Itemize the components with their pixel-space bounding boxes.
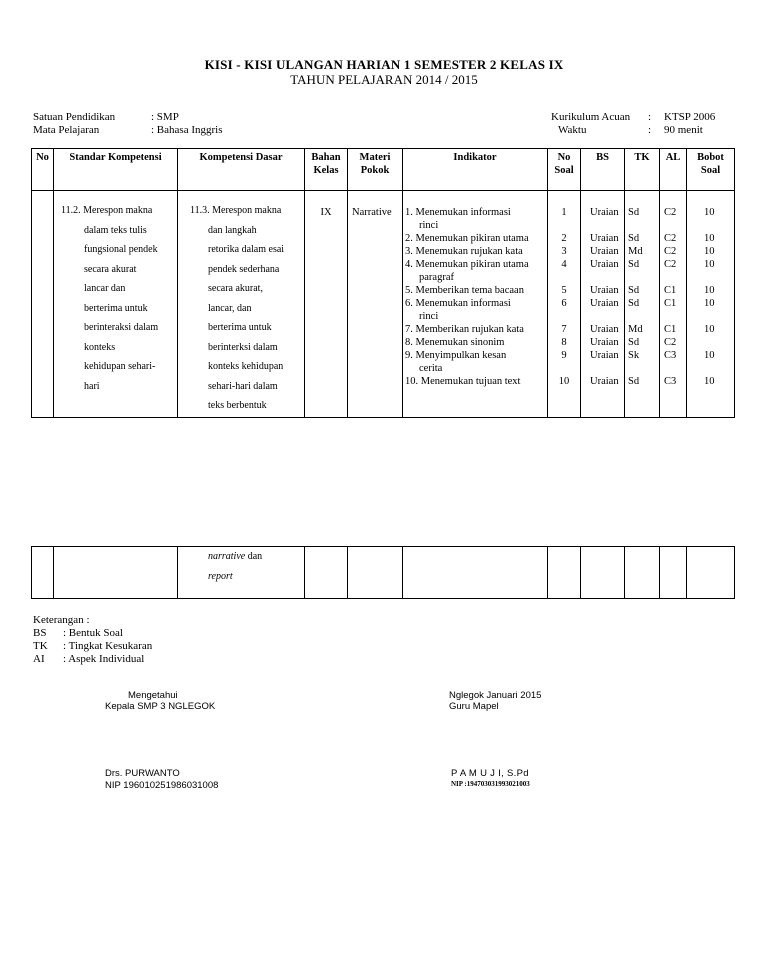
waktu-value: 90 menit [664, 124, 703, 136]
sig-left-name: Drs. PURWANTO [105, 768, 180, 779]
table-row [32, 191, 735, 418]
kd-line: secara akurat, [208, 283, 263, 294]
cell-materi-pokok [348, 191, 403, 418]
tk-value: Md [628, 324, 643, 335]
indikator-line: cerita [419, 363, 443, 374]
cell-no-soal [548, 191, 581, 418]
al-value: C2 [664, 337, 677, 348]
indikator-line: rinci [419, 220, 439, 231]
tk-value: Sk [628, 350, 640, 361]
cell-al [660, 191, 687, 418]
cell-empty [348, 547, 403, 599]
cell-empty [305, 547, 348, 599]
bobot-value: 10 [704, 350, 715, 361]
mapel-label: Mata Pelajaran [33, 124, 100, 136]
bs-value: Uraian [590, 350, 619, 361]
header-bahan-kelas: Bahan Kelas [305, 149, 348, 191]
header-standar-kompetensi: Standar Kompetensi [54, 149, 178, 191]
tk-value [628, 271, 659, 284]
indikator-line: 4. Menemukan pikiran utama [405, 259, 529, 270]
sk-line: berterima untuk [84, 302, 148, 314]
kd-line: dan langkah [208, 224, 257, 236]
cell-bahan-kelas [305, 191, 348, 418]
satuan-value: : SMP [151, 111, 179, 123]
note-ai-key: AI [33, 653, 45, 665]
cell-bobot [687, 191, 735, 418]
bahan-kelas-value: IX [320, 207, 332, 218]
bobot-value [704, 271, 734, 284]
note-bs-value: : Bentuk Soal [63, 627, 123, 639]
no-soal-value: 6 [561, 298, 567, 309]
no-soal-value: 10 [558, 376, 570, 387]
no-soal-value [548, 362, 580, 375]
sig-right-name: P A M U J I, S.Pd [451, 768, 529, 779]
kisi-table-continued [31, 546, 735, 599]
tk-value [628, 310, 659, 323]
indikator-line: 1. Menemukan informasi [405, 207, 511, 218]
cell-empty [54, 547, 178, 599]
bs-value: Uraian [590, 376, 619, 387]
bs-value [590, 310, 624, 323]
table-row [32, 547, 735, 599]
materi-pokok-value: Narrative [352, 207, 392, 218]
kd-cont-narrative: narrative [208, 551, 246, 562]
indikator-line: paragraf [419, 272, 454, 283]
no-soal-value [548, 271, 580, 284]
al-value [664, 362, 686, 375]
cell-empty [660, 547, 687, 599]
tk-value: Sd [628, 337, 640, 348]
satuan-label: Satuan Pendidikan [33, 111, 116, 123]
bs-value: Uraian [590, 233, 619, 244]
al-value [664, 271, 686, 284]
indikator-line: 9. Menyimpulkan kesan [405, 350, 507, 361]
notes-title: Keterangan : [33, 614, 90, 626]
sk-line: hari [84, 380, 100, 392]
no-soal-value: 7 [561, 324, 567, 335]
kd-line: pendek sederhana [208, 263, 280, 275]
bobot-value [704, 336, 734, 349]
sk-line: lancar dan [84, 283, 126, 294]
indikator-line: rinci [419, 311, 439, 322]
no-soal-value: 8 [561, 337, 567, 348]
kd-cont-dan: dan [245, 551, 263, 562]
tk-value: Sd [628, 376, 640, 387]
no-soal-value: 2 [561, 233, 567, 244]
cell-empty [625, 547, 660, 599]
tk-value: Sd [628, 298, 640, 309]
cell-empty [403, 547, 548, 599]
sig-left-mengetahui: Mengetahui [128, 690, 178, 701]
al-value: C2 [664, 246, 677, 257]
al-value: C2 [664, 259, 677, 270]
no-soal-value [548, 219, 580, 232]
al-value: C2 [664, 207, 677, 218]
no-soal-value: 5 [561, 285, 567, 296]
bobot-value: 10 [704, 285, 715, 296]
bobot-value [704, 219, 734, 232]
cell-empty [687, 547, 735, 599]
sk-line: konteks [84, 341, 116, 353]
bobot-value [704, 310, 734, 323]
header-kompetensi-dasar: Kompetensi Dasar [178, 149, 305, 191]
note-tk-value: : Tingkat Kesukaran [63, 640, 153, 652]
cell-empty [581, 547, 625, 599]
waktu-sep: : [648, 124, 652, 136]
sk-line: fungsional pendek [84, 244, 158, 255]
notes-block [33, 614, 152, 666]
bobot-value: 10 [704, 298, 715, 309]
tk-value: Sd [628, 207, 640, 218]
sk-line: berinteraksi dalam [84, 322, 159, 333]
al-value: C2 [664, 233, 677, 244]
bobot-value: 10 [704, 376, 715, 387]
al-value: C1 [664, 285, 677, 296]
kd-line: berterima untuk [208, 322, 272, 333]
cell-kompetensi-dasar-continued [178, 547, 305, 599]
tk-value: Sd [628, 285, 640, 296]
tk-value: Sd [628, 233, 640, 244]
header-al: AL [660, 149, 687, 191]
indikator-line: 2. Menemukan pikiran utama [405, 233, 529, 244]
kd-line: lancar, dan [208, 302, 252, 314]
sk-line: dalam teks tulis [84, 224, 147, 236]
sig-left-position: Kepala SMP 3 NGLEGOK [105, 701, 216, 712]
note-ai-value: : Aspek Individual [63, 653, 145, 665]
tk-value [628, 362, 659, 375]
al-value: C3 [664, 350, 677, 361]
kd-line: teks berbentuk [208, 400, 267, 411]
al-value [664, 310, 686, 323]
bobot-value: 10 [704, 259, 715, 270]
no-soal-value [548, 310, 580, 323]
sig-right-nip: NIP :194703031993021003 [451, 780, 530, 788]
bs-value: Uraian [590, 246, 619, 257]
cell-kompetensi-dasar [178, 191, 305, 418]
cell-empty [548, 547, 581, 599]
al-value: C3 [664, 376, 677, 387]
bobot-value [704, 362, 734, 375]
no-soal-value: 4 [561, 259, 567, 270]
kisi-table [31, 148, 735, 418]
sk-line: secara akurat [84, 263, 137, 275]
bobot-value: 10 [704, 246, 715, 257]
bs-value: Uraian [590, 298, 619, 309]
cell-standar-kompetensi [54, 191, 178, 418]
bs-value [590, 271, 624, 284]
cell-tk [625, 191, 660, 418]
kurikulum-sep: : [648, 111, 652, 123]
note-tk-key: TK [33, 640, 48, 652]
no-soal-value: 3 [561, 246, 567, 257]
header-bs: BS [581, 149, 625, 191]
bs-value: Uraian [590, 324, 619, 335]
cell-empty [32, 547, 54, 599]
kd-cont-report: report [208, 570, 233, 582]
kd-line: konteks kehidupan [208, 361, 284, 372]
document-title: KISI - KISI ULANGAN HARIAN 1 SEMESTER 2 KELAS IX [204, 57, 564, 72]
bs-value [590, 219, 624, 232]
waktu-label: Waktu [558, 124, 587, 136]
header-materi-pokok: Materi Pokok [348, 149, 403, 191]
al-value [664, 219, 686, 232]
no-soal-value: 9 [561, 350, 567, 361]
tk-value: Sd [628, 259, 640, 270]
kurikulum-value: KTSP 2006 [664, 111, 716, 123]
indikator-line: 6. Menemukan informasi [405, 298, 511, 309]
cell-bs [581, 191, 625, 418]
bs-value: Uraian [590, 337, 619, 348]
tk-value [628, 219, 659, 232]
indikator-line: 5. Memberikan tema bacaan [405, 285, 524, 296]
note-bs-key: BS [33, 627, 47, 639]
tk-value: Md [628, 246, 643, 257]
bs-value: Uraian [590, 259, 619, 270]
header-no: No [32, 149, 54, 191]
al-value: C1 [664, 298, 677, 309]
kd-line: retorika dalam esai [208, 244, 285, 255]
sk-line: 11.2. Merespon makna [61, 205, 153, 216]
cell-indikator [403, 191, 548, 418]
sk-line: kehidupan sehari- [84, 361, 156, 372]
indikator-line: 7. Memberikan rujukan kata [405, 324, 524, 335]
no-soal-value: 1 [561, 207, 567, 218]
bs-value [590, 362, 624, 375]
kd-line: 11.3. Merespon makna [190, 205, 282, 216]
cell-no [32, 191, 54, 418]
indikator-line: 8. Menemukan sinonim [405, 337, 505, 348]
kd-line: sehari-hari dalam [208, 380, 278, 392]
header-no-soal: No Soal [548, 149, 581, 191]
bs-value: Uraian [590, 285, 619, 296]
bobot-value: 10 [704, 207, 715, 218]
indikator-line: 10. Menemukan tujuan text [405, 376, 521, 387]
header-bobot-soal: Bobot Soal [687, 149, 735, 191]
kd-line: berinterksi dalam [208, 341, 278, 353]
mapel-value: : Bahasa Inggris [151, 124, 223, 136]
header-indikator: Indikator [403, 149, 548, 191]
bobot-value: 10 [704, 324, 715, 335]
al-value: C1 [664, 324, 677, 335]
document-subtitle: TAHUN PELAJARAN 2014 / 2015 [290, 72, 478, 87]
sig-left-nip: NIP 196010251986031008 [105, 780, 219, 791]
kurikulum-label: Kurikulum Acuan [551, 111, 631, 123]
indikator-line: 3. Menemukan rujukan kata [405, 246, 523, 257]
header-tk: TK [625, 149, 660, 191]
sig-right-position: Guru Mapel [449, 701, 499, 712]
bs-value: Uraian [590, 207, 619, 218]
sig-right-place-date: Nglegok Januari 2015 [449, 690, 542, 701]
bobot-value: 10 [704, 233, 715, 244]
